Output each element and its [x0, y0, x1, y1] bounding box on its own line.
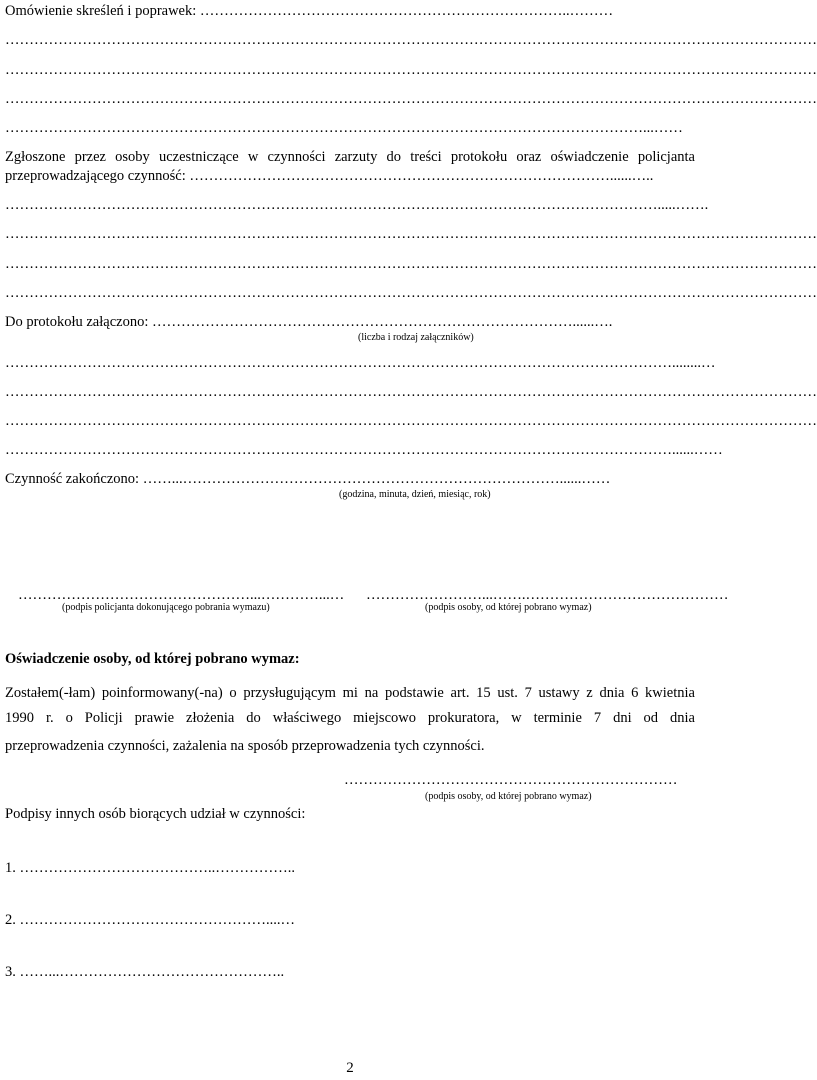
attachments-caption: (liczba i rodzaj załączników): [358, 332, 474, 343]
corrections-line-4: ……………………………………………………………………………………………………………………...……: [5, 120, 683, 136]
corrections-line-3: ……………………………………………………………………………………………………………………………………………………: [5, 91, 817, 107]
statement-line-2: 1990 r. o Policji prawie złożenia do właściwego miejscowo prokuratora, w terminie 7 dni od dnia: [5, 710, 695, 726]
corrections-line-1: ……………………………………………………………………………………………………………………………………………………: [5, 32, 817, 48]
objections-line-1: ……………………………………………………………………………………………………………………….....…….: [5, 197, 709, 213]
officer-signature-caption: (podpis policjanta dokonującego pobrania wymazu): [62, 602, 270, 613]
attachments-line-3: ……………………………………………………………………………………………………………………………………………………: [5, 413, 817, 429]
person-signature-line: ……………………...…….……………………………………: [366, 587, 729, 603]
ended-caption: (godzina, minuta, dzień, miesiąc, rok): [339, 489, 491, 500]
statement-line-1: Zostałem(-łam) poinformowany(-na) o przysługującym mi na podstawie art. 15 ust. 7 ustawy z dnia 6 kwietnia: [5, 685, 695, 701]
attachments-line-2: ……………………………………………………………………………………………………………………………………………………: [5, 384, 817, 400]
others-item-1: 1. …………………………………..……………..: [5, 860, 295, 876]
objections-text-line-1: Zgłoszone przez osoby uczestniczące w czynności zarzuty do treści protokołu oraz oświadczenie policjanta: [5, 149, 695, 165]
objections-line-4: ……………………………………………………………………………………………………………………………………………………: [5, 285, 817, 301]
statement-line-3: przeprowadzenia czynności, zażalenia na sposób przeprowadzenia tych czynności.: [5, 738, 485, 754]
officer-signature-line: …………………………………………...…………...…: [18, 587, 345, 603]
corrections-label: Omówienie skreśleń i poprawek: …………………………………………………………………..………: [5, 3, 614, 19]
attachments-line-4: …………………………………………………………………………………………………………………………......……: [5, 442, 723, 458]
objections-text-line-2: przeprowadzającego czynność: ……………………………………………………………………………......…..: [5, 168, 654, 184]
statement-signature-caption: (podpis osoby, od której pobrano wymaz): [425, 791, 592, 802]
others-item-3: 3. ……...………………………………………..: [5, 964, 285, 980]
objections-line-3: ……………………………………………………………………………………………………………………………………………………: [5, 256, 817, 272]
statement-signature-line: ……………………………………………………………: [344, 772, 678, 788]
others-item-2: 2. ……………………………………………....…: [5, 912, 295, 928]
others-label: Podpisy innych osób biorących udział w czynności:: [5, 806, 306, 822]
person-signature-caption: (podpis osoby, od której pobrano wymaz): [425, 602, 592, 613]
ended-label: Czynność zakończono: ……...……………………………………………………………………......……: [5, 471, 611, 487]
attachments-label: Do protokołu załączono: ……………………………………………………………………………......….: [5, 314, 613, 330]
objections-line-2: ……………………………………………………………………………………………………………………………………………………: [5, 226, 817, 242]
statement-heading: Oświadczenie osoby, od której pobrano wymaz:: [5, 651, 300, 667]
page-number: 2: [346, 1060, 354, 1076]
corrections-line-2: ……………………………………………………………………………………………………………………………………………………: [5, 62, 817, 78]
attachments-line-1: …………………………………………………………………………………………………………………………........…: [5, 355, 716, 371]
